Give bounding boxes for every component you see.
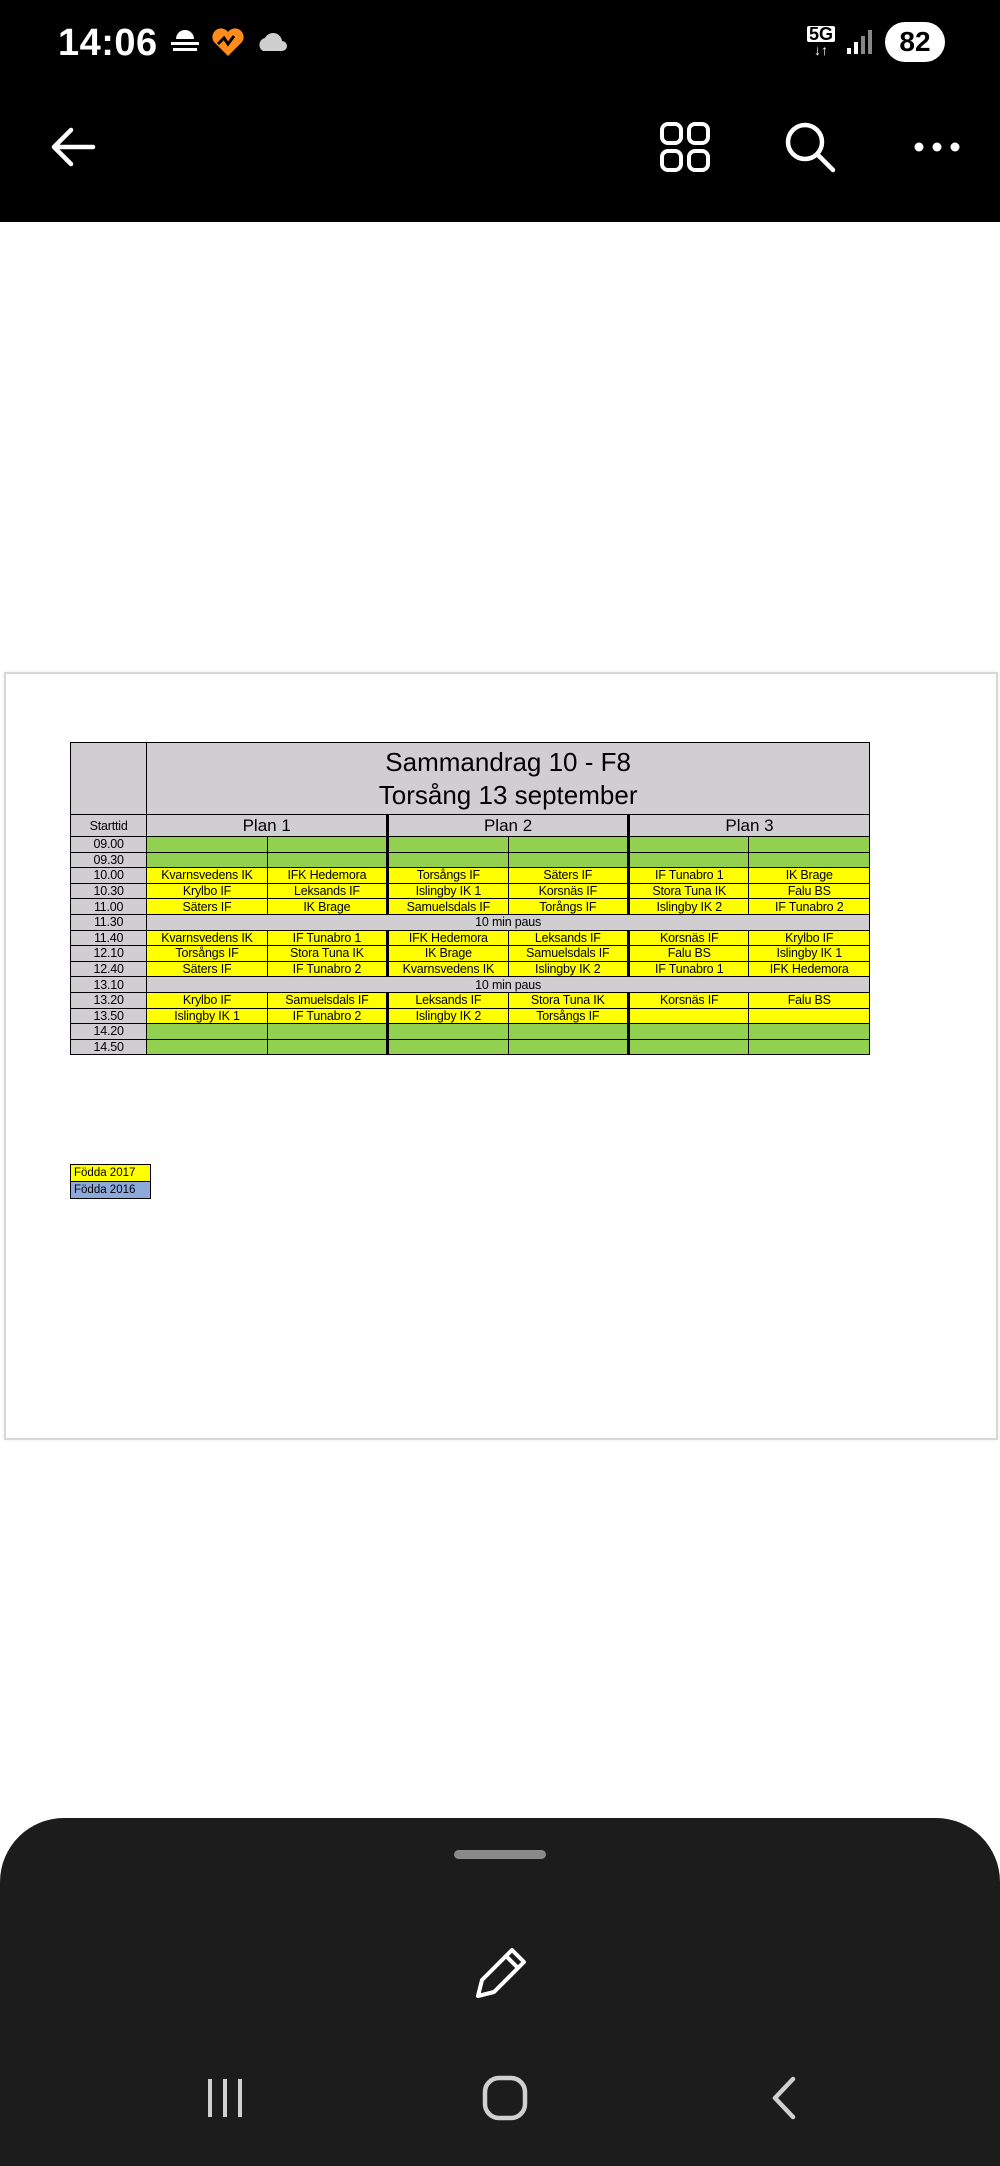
match-cell: Krylbo IF — [147, 883, 267, 899]
match-cell: Samuelsdals IF — [388, 899, 508, 915]
plan-2-header: Plan 2 — [388, 815, 629, 837]
signal-icon — [845, 28, 875, 56]
match-cell: IF Tunabro 1 — [629, 868, 749, 884]
match-cell: Samuelsdals IF — [267, 992, 387, 1008]
match-cell — [267, 1039, 387, 1055]
nav-back-button[interactable] — [750, 2063, 820, 2133]
start-time-cell: 13.20 — [71, 992, 147, 1008]
match-cell — [147, 837, 267, 853]
match-cell — [629, 852, 749, 868]
match-cell: Samuelsdals IF — [508, 946, 628, 962]
more-options-button[interactable] — [902, 112, 972, 182]
schedule-row — [71, 1039, 870, 1055]
drag-handle[interactable] — [454, 1850, 546, 1859]
match-cell: Torångs IF — [508, 899, 628, 915]
match-cell: Islingby IK 2 — [629, 899, 749, 915]
match-cell: Korsnäs IF — [629, 930, 749, 946]
start-time-cell: 11.30 — [71, 914, 147, 930]
match-cell: Säters IF — [147, 961, 267, 977]
schedule-row — [71, 946, 870, 962]
status-right — [807, 22, 945, 62]
match-cell — [749, 1008, 870, 1024]
match-cell: IF Tunabro 2 — [749, 899, 870, 915]
match-cell — [508, 1024, 628, 1040]
match-cell — [267, 852, 387, 868]
pause-cell: 10 min paus — [147, 914, 870, 930]
weather-fog-icon — [168, 27, 202, 57]
match-cell — [508, 1039, 628, 1055]
sheet-title — [147, 743, 870, 815]
start-time-cell: 11.00 — [71, 899, 147, 915]
match-cell — [388, 1024, 508, 1040]
schedule-row — [71, 1024, 870, 1040]
match-cell — [749, 1039, 870, 1055]
match-cell: Krylbo IF — [749, 930, 870, 946]
schedule-row — [71, 961, 870, 977]
schedule-row — [71, 868, 870, 884]
schedule-row — [71, 837, 870, 853]
start-time-cell: 13.50 — [71, 1008, 147, 1024]
match-cell: IK Brage — [749, 868, 870, 884]
title-line-1: Sammandrag 10 - F8 — [385, 746, 631, 777]
match-cell — [629, 1039, 749, 1055]
match-cell — [388, 852, 508, 868]
match-cell: IF Tunabro 2 — [267, 961, 387, 977]
match-cell: Korsnäs IF — [629, 992, 749, 1008]
match-cell: Torsångs IF — [388, 868, 508, 884]
match-cell — [147, 1024, 267, 1040]
match-cell: Leksands IF — [508, 930, 628, 946]
match-cell: Säters IF — [147, 899, 267, 915]
start-time-cell: 13.10 — [71, 977, 147, 993]
match-cell: Islingby IK 1 — [147, 1008, 267, 1024]
start-time-cell: 11.40 — [71, 930, 147, 946]
start-time-cell: 09.00 — [71, 837, 147, 853]
match-cell: Islingby IK 1 — [749, 946, 870, 962]
match-cell: Falu BS — [629, 946, 749, 962]
legend-2016: Födda 2016 — [71, 1182, 151, 1199]
plan-3-header: Plan 3 — [629, 815, 870, 837]
schedule-row — [71, 977, 870, 993]
nav-back-icon — [765, 2073, 805, 2123]
status-time: 14:06 — [58, 22, 158, 64]
match-cell — [147, 852, 267, 868]
network-indicator: 5G ↓↑ — [808, 24, 833, 58]
match-cell — [267, 837, 387, 853]
match-cell: Kvarnsvedens IK — [388, 961, 508, 977]
match-cell — [629, 1024, 749, 1040]
back-arrow-icon — [49, 125, 97, 169]
start-time-cell: 09.30 — [71, 852, 147, 868]
edit-pencil-icon — [464, 1938, 536, 2010]
match-cell — [629, 1008, 749, 1024]
match-cell — [267, 1024, 387, 1040]
legend-2017: Födda 2017 — [71, 1165, 151, 1182]
home-icon — [480, 2073, 530, 2123]
match-cell: Kvarnsvedens IK — [147, 930, 267, 946]
match-cell: Islingby IK 2 — [388, 1008, 508, 1024]
match-cell: IK Brage — [267, 899, 387, 915]
match-cell: Torsångs IF — [508, 1008, 628, 1024]
start-time-cell: 10.30 — [71, 883, 147, 899]
match-cell: IF Tunabro 2 — [267, 1008, 387, 1024]
pause-cell: 10 min paus — [147, 977, 870, 993]
battery-indicator: 82 — [885, 22, 945, 62]
start-time-cell: 12.10 — [71, 946, 147, 962]
match-cell — [749, 1024, 870, 1040]
start-time-cell: 10.00 — [71, 868, 147, 884]
schedule-row — [71, 1008, 870, 1024]
more-icon — [912, 140, 962, 154]
bottom-sheet — [0, 1818, 1000, 2166]
grid-view-icon — [658, 120, 712, 174]
cloud-icon — [254, 29, 290, 55]
match-cell: Islingby IK 1 — [388, 883, 508, 899]
match-cell: IK Brage — [388, 946, 508, 962]
document-page[interactable] — [4, 672, 998, 1440]
match-cell: Falu BS — [749, 992, 870, 1008]
recent-apps-icon — [202, 2075, 248, 2121]
home-button[interactable] — [470, 2063, 540, 2133]
schedule-row — [71, 899, 870, 915]
schedule-row — [71, 992, 870, 1008]
legend — [70, 1164, 151, 1199]
match-cell: Leksands IF — [388, 992, 508, 1008]
match-cell — [147, 1039, 267, 1055]
match-cell: IFK Hedemora — [388, 930, 508, 946]
match-cell: IFK Hedemora — [267, 868, 387, 884]
start-time-cell: 12.40 — [71, 961, 147, 977]
match-cell: Kvarnsvedens IK — [147, 868, 267, 884]
match-cell — [629, 837, 749, 853]
match-cell: Krylbo IF — [147, 992, 267, 1008]
match-cell — [388, 1039, 508, 1055]
grid-view-button[interactable] — [650, 112, 720, 182]
match-cell: Säters IF — [508, 868, 628, 884]
health-app-icon — [210, 26, 246, 58]
match-cell: Stora Tuna IK — [508, 992, 628, 1008]
start-time-cell: 14.50 — [71, 1039, 147, 1055]
corner-cell — [71, 743, 147, 815]
schedule-row — [71, 930, 870, 946]
top-bar — [0, 0, 1000, 222]
search-button[interactable] — [775, 112, 845, 182]
schedule-table — [70, 742, 870, 1055]
match-cell: Leksands IF — [267, 883, 387, 899]
match-cell: Islingby IK 2 — [508, 961, 628, 977]
start-time-cell: 14.20 — [71, 1024, 147, 1040]
plan-1-header: Plan 1 — [147, 815, 388, 837]
match-cell: Korsnäs IF — [508, 883, 628, 899]
match-cell: Torsångs IF — [147, 946, 267, 962]
schedule-row — [71, 883, 870, 899]
match-cell: IFK Hedemora — [749, 961, 870, 977]
match-cell — [508, 837, 628, 853]
search-icon — [782, 119, 838, 175]
notification-icons — [168, 26, 290, 58]
match-cell: IF Tunabro 1 — [267, 930, 387, 946]
back-button[interactable] — [38, 112, 108, 182]
match-cell: Stora Tuna IK — [267, 946, 387, 962]
edit-button[interactable] — [464, 1938, 536, 2010]
match-cell — [749, 852, 870, 868]
match-cell — [508, 852, 628, 868]
recent-apps-button[interactable] — [190, 2063, 260, 2133]
title-line-2: Torsång 13 september — [378, 779, 638, 810]
match-cell — [749, 837, 870, 853]
schedule-row — [71, 914, 870, 930]
starttid-header: Starttid — [71, 815, 147, 837]
schedule-row — [71, 852, 870, 868]
match-cell: IF Tunabro 1 — [629, 961, 749, 977]
match-cell — [388, 837, 508, 853]
match-cell: Stora Tuna IK — [629, 883, 749, 899]
match-cell: Falu BS — [749, 883, 870, 899]
